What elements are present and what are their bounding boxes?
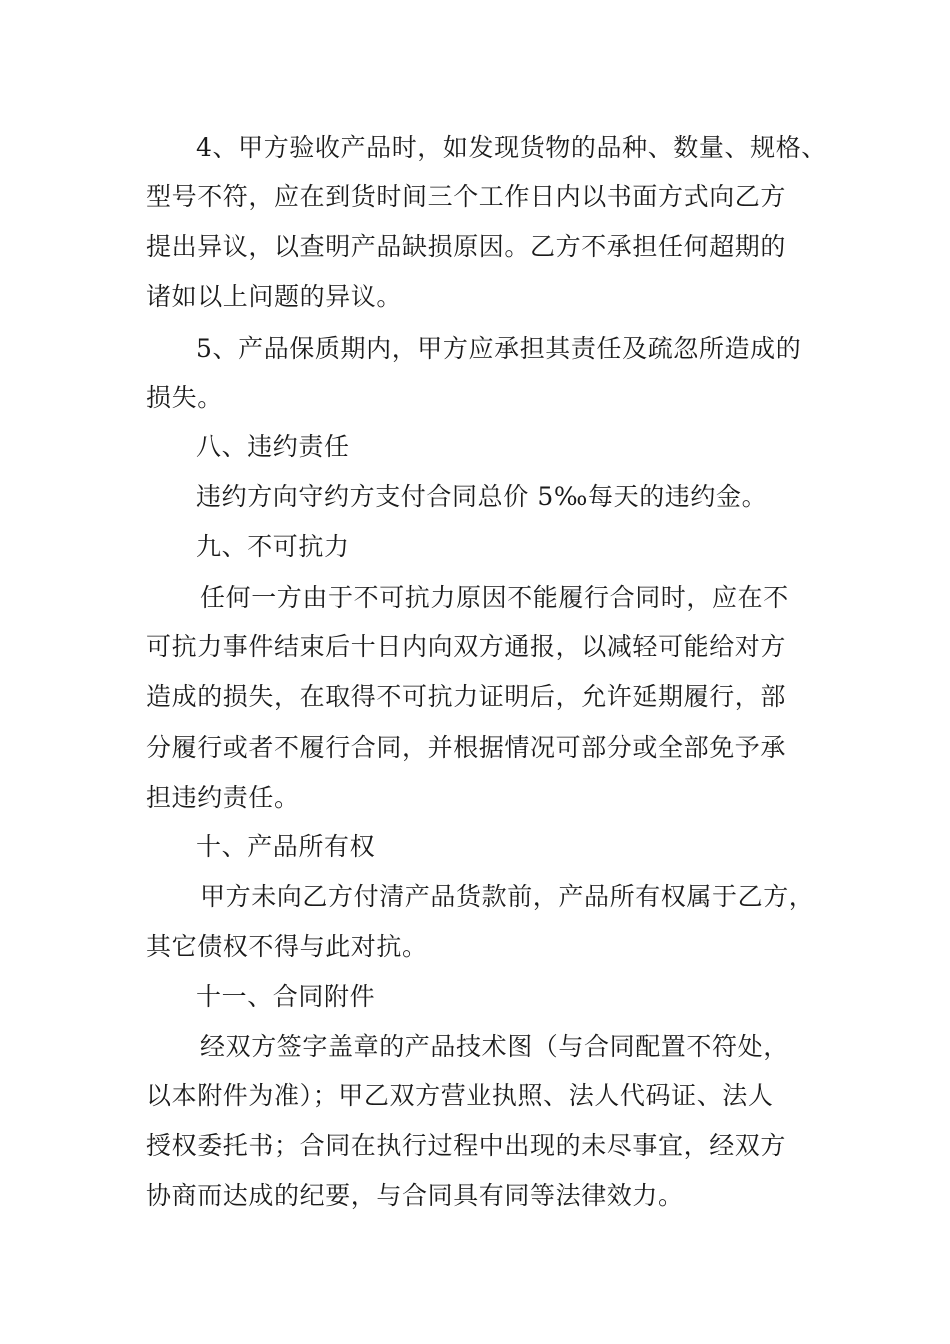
- clause-4-line-3: 提出异议，以查明产品缺损原因。乙方不承担任何超期的: [146, 232, 787, 261]
- attachments-line-2: 以本附件为准）；甲乙双方营业执照、法人代码证、法人: [146, 1081, 774, 1110]
- section-heading-attachments: 十一、合同附件: [196, 982, 376, 1011]
- attachments-line-1: 经双方签字盖章的产品技术图（与合同配置不符处，: [200, 1032, 789, 1061]
- section-heading-ownership: 十、产品所有权: [196, 832, 376, 861]
- section-heading-force-majeure: 九、不可抗力: [196, 532, 350, 561]
- section-heading-breach: 八、违约责任: [196, 432, 350, 461]
- force-majeure-line-4: 分履行或者不履行合同，并根据情况可部分或全部免予承: [146, 733, 787, 762]
- ownership-line-2: 其它债权不得与此对抗。: [146, 932, 428, 961]
- breach-paragraph: 违约方向守约方支付合同总价 5‰每天的违约金。: [196, 482, 768, 511]
- force-majeure-line-2: 可抗力事件结束后十日内向双方通报，以减轻可能给对方: [146, 632, 787, 661]
- clause-4-line-2: 型号不符，应在到货时间三个工作日内以书面方式向乙方: [146, 182, 787, 211]
- clause-4-line-4: 诸如以上问题的异议。: [146, 282, 403, 311]
- clause-5-line-1: 5、产品保质期内，甲方应承担其责任及疏忽所造成的: [196, 334, 802, 363]
- attachments-line-3: 授权委托书；合同在执行过程中出现的未尽事宜，经双方: [146, 1131, 787, 1160]
- clause-4-line-1: 4、甲方验收产品时，如发现货物的品种、数量、规格、: [196, 133, 827, 162]
- force-majeure-line-1: 任何一方由于不可抗力原因不能履行合同时，应在不: [200, 583, 789, 612]
- force-majeure-line-5: 担违约责任。: [146, 783, 300, 812]
- attachments-line-4: 协商而达成的纪要，与合同具有同等法律效力。: [146, 1181, 684, 1210]
- clause-5-line-2: 损失。: [146, 383, 223, 412]
- ownership-line-1: 甲方未向乙方付清产品货款前，产品所有权属于乙方，: [200, 882, 815, 911]
- force-majeure-line-3: 造成的损失，在取得不可抗力证明后，允许延期履行，部: [146, 682, 787, 711]
